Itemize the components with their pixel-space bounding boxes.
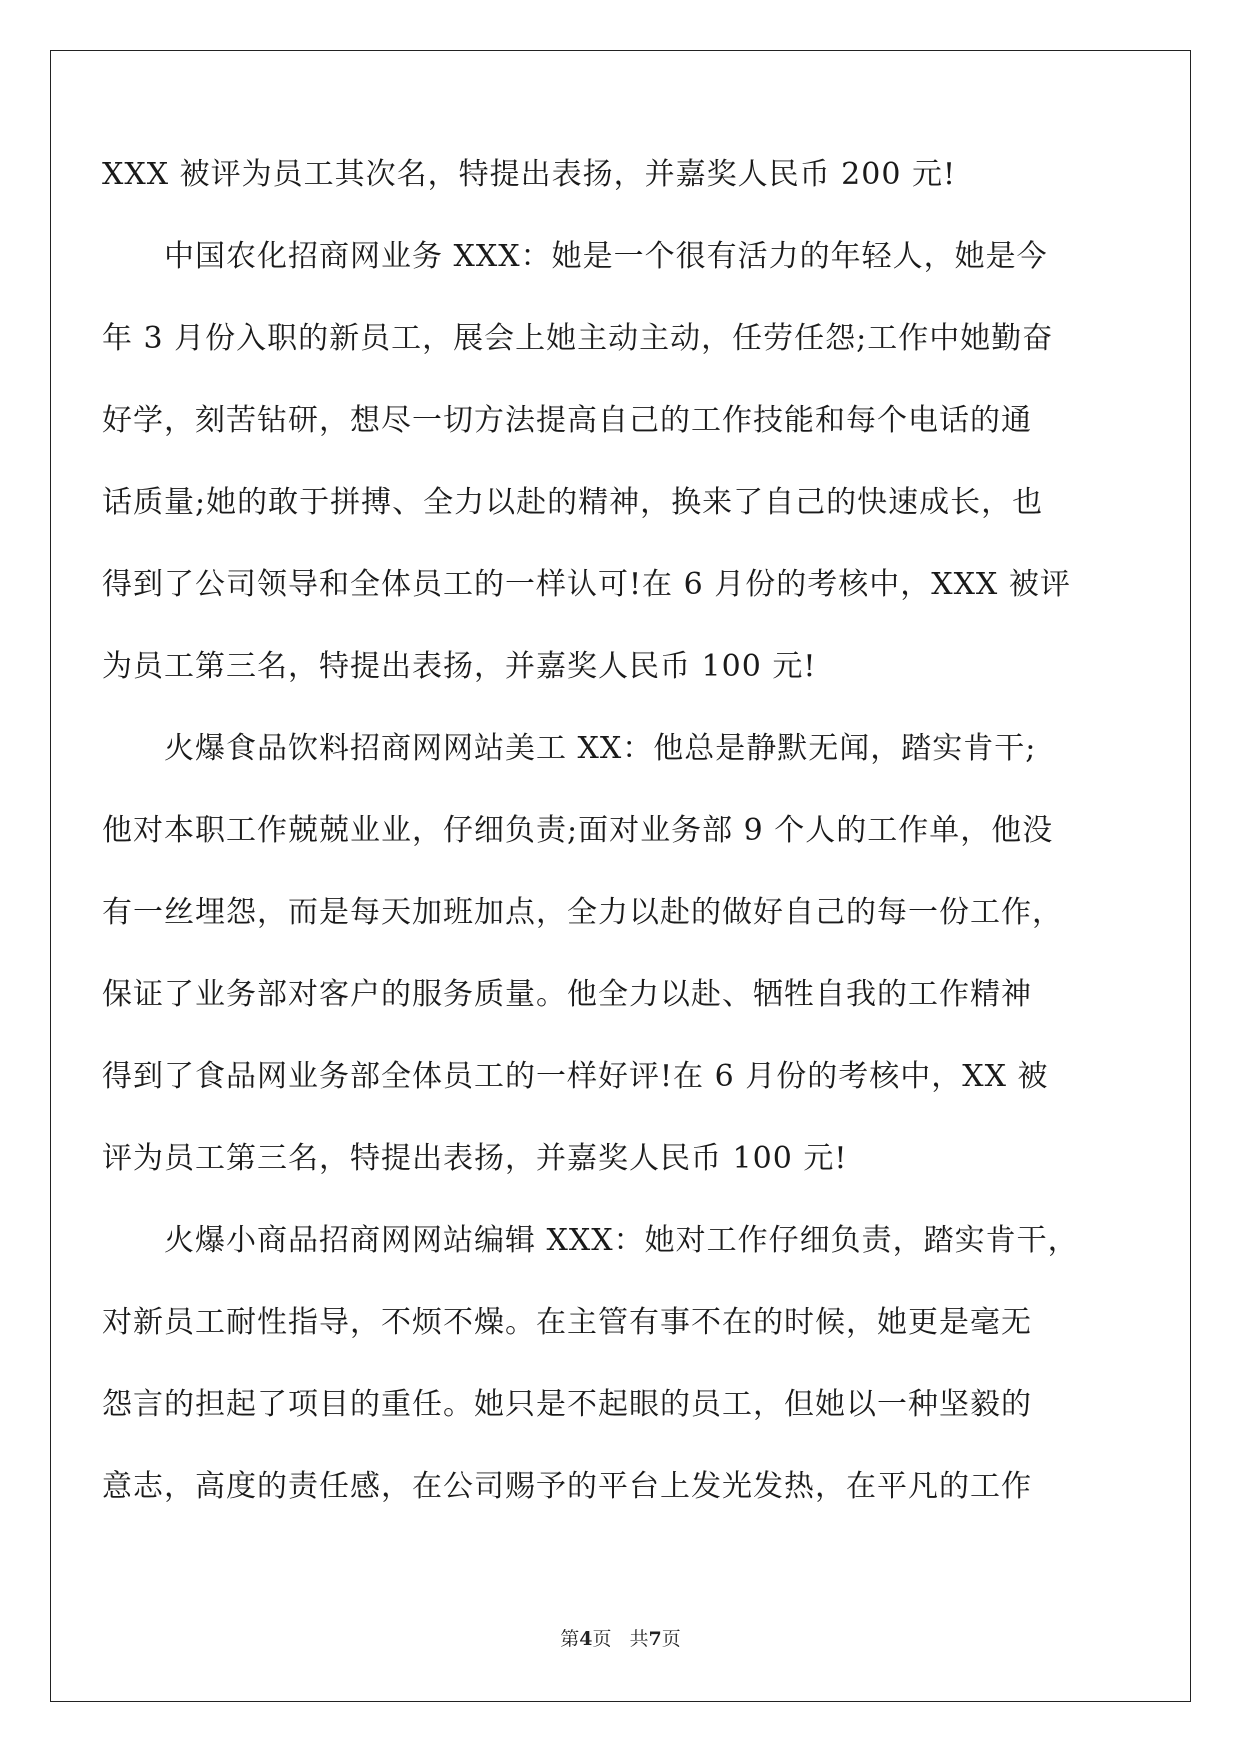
text-line: 年 3 月份入职的新员工，展会上她主动主动，任劳任怨;工作中她勤奋 bbox=[102, 321, 1054, 356]
text-line: XXX 被评为员工其次名，特提出表扬，并嘉奖人民币 200 元! bbox=[102, 157, 956, 192]
text-line: 评为员工第三名，特提出表扬，并嘉奖人民币 100 元! bbox=[102, 1141, 848, 1176]
page-footer bbox=[0, 1624, 1241, 1651]
text-line: 得到了食品网业务部全体员工的一样好评!在 6 月份的考核中，XX 被 bbox=[102, 1059, 1049, 1094]
page-prefix: 第 bbox=[560, 1628, 580, 1650]
text-line: 话质量;她的敢于拼搏、全力以赴的精神，换来了自己的快速成长，也 bbox=[102, 485, 1044, 520]
text-line: 好学，刻苦钻研，想尽一切方法提高自己的工作技能和每个电话的通 bbox=[102, 403, 1032, 438]
text-line: 火爆小商品招商网网站编辑 XXX：她对工作仔细负责，踏实肯干， bbox=[164, 1223, 1079, 1258]
page-total: 7 bbox=[648, 1628, 662, 1650]
document-body bbox=[102, 157, 1102, 1554]
text-line: 火爆食品饮料招商网网站美工 XX：他总是静默无闻，踏实肯干; bbox=[164, 731, 1037, 766]
text-line: 他对本职工作兢兢业业，仔细负责;面对业务部 9 个人的工作单，他没 bbox=[102, 813, 1054, 848]
text-line: 中国农化招商网业务 XXX：她是一个很有活力的年轻人，她是今 bbox=[164, 239, 1048, 274]
text-line: 怨言的担起了项目的重任。她只是不起眼的员工，但她以一种坚毅的 bbox=[102, 1387, 1032, 1422]
text-line: 得到了公司领导和全体员工的一样认可!在 6 月份的考核中，XXX 被评 bbox=[102, 567, 1071, 602]
text-line: 为员工第三名，特提出表扬，并嘉奖人民币 100 元! bbox=[102, 649, 817, 684]
page-current: 4 bbox=[579, 1628, 593, 1650]
text-line: 意志，高度的责任感，在公司赐予的平台上发光发热，在平凡的工作 bbox=[102, 1469, 1032, 1504]
total-prefix: 共 bbox=[629, 1628, 649, 1650]
total-suffix: 页 bbox=[661, 1628, 681, 1650]
text-line: 有一丝埋怨，而是每天加班加点，全力以赴的做好自己的每一份工作， bbox=[102, 895, 1063, 930]
page-mid: 页 bbox=[592, 1628, 612, 1650]
text-line: 保证了业务部对客户的服务质量。他全力以赴、牺牲自我的工作精神 bbox=[102, 977, 1032, 1012]
text-line: 对新员工耐性指导，不烦不燥。在主管有事不在的时候，她更是毫无 bbox=[102, 1305, 1032, 1340]
